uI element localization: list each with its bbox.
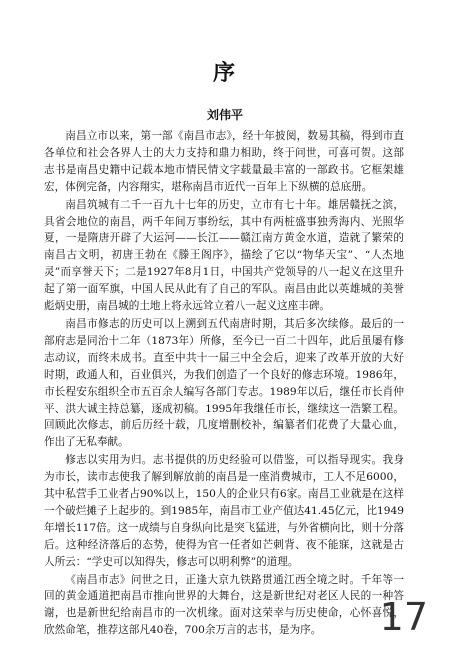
- paragraph-1: 南昌立市以来，第一部《南昌市志》，经十年披阅，数易其稿，得到市直各单位和社会各界人士的大力支持和鼎力相助，终于问世，可喜可贺。这部志书是南昌史籍中记载本地市情民情文字载量最丰富的一部政书。它框架雄宏，体例完备，内容翔实，堪称南昌市近代一百年上下纵横的总底册。: [44, 130, 404, 193]
- paragraph-2: 南昌筑城有二千一百九十七年的历史，立市有七十年。雄居赣抚之滨，具省会地位的南昌，两千年间万事纷纭，其中有两桩盛事独秀海内、光照华夏，一是隋唐开辟了大运河——长江——赣江南方黄金水道，造就了繁荣的南昌古文明，初唐王勃在《滕王阁序》，描绘了它以“物华天宝”、“人杰地灵”而享誉天下；二是1927年8月1日，中国共产党领导的八一起义在这里升起了第一面军旗，中国人民从此有了自己的军队。南昌由此以英雄城的美誉彪炳史册，南昌城的土地上将永远耸立着八一起义这座丰碑。: [44, 198, 404, 313]
- author-name: 刘伟平: [206, 108, 243, 122]
- preface-title: 序: [212, 60, 237, 86]
- preface-body: [44, 128, 404, 639]
- paragraph-3: 南昌市修志的历史可以上溯到五代南唐时期，其后多次续修。最后的一部府志是同治十二年（1873年）所修，至今已一百二十四年，此后虽屡有修志动议，而终未成书。直至中共十一届三中全会后，迎来了改革开放的大好时期，政通人和，百业俱兴，为我们创造了一个良好的修志环境。1986年，市长程安东组织全市五百余人编写各部门专志。1989年以后，继任市长肖仲平、洪大诚主持总纂，逐成初稿。1995年我继任市长，继续这一浩繁工程。回顾此次修志，前后历经十载，几度增删校补，编纂者们花费了大量心血，作出了无私奉献。: [44, 317, 404, 449]
- paragraph-5: 《南昌市志》问世之日，正逢大京九铁路贯通江西全境之时。千年等一回的黄金通道把南昌市推向世界的大舞台，这是新世纪对老区人民的一种答谢，也是新世纪给南昌市的一次机缘。面对这荣幸与历史使命，心怀喜悦，欣然命笔，推荐这部凡40卷，700余万言的志书，是为序。: [44, 573, 404, 637]
- paragraph-4: 修志以实用为归。志书提供的历史经验可以借鉴，可以指导现实。我身为市长，读市志使我了解到解放前的南昌是一座消费城市，工人不足6000，其中私营手工业者占90%以上，150人的企业只有6家。南昌工业就是在这样一个破烂摊子上起步的。到1985年，南昌市工业产值达41.45亿元，比1949年增长117倍。这一成绩与自身纵向比是突飞猛进，与外省横向比，则十分落后。这种经济落后的态势，使得为官一任者如芒刺背、夜不能寐，这就是古人所云：“学史可以知得失，修志可以明利弊”的道理。: [44, 454, 404, 568]
- handwritten-page-number: 17: [379, 595, 428, 639]
